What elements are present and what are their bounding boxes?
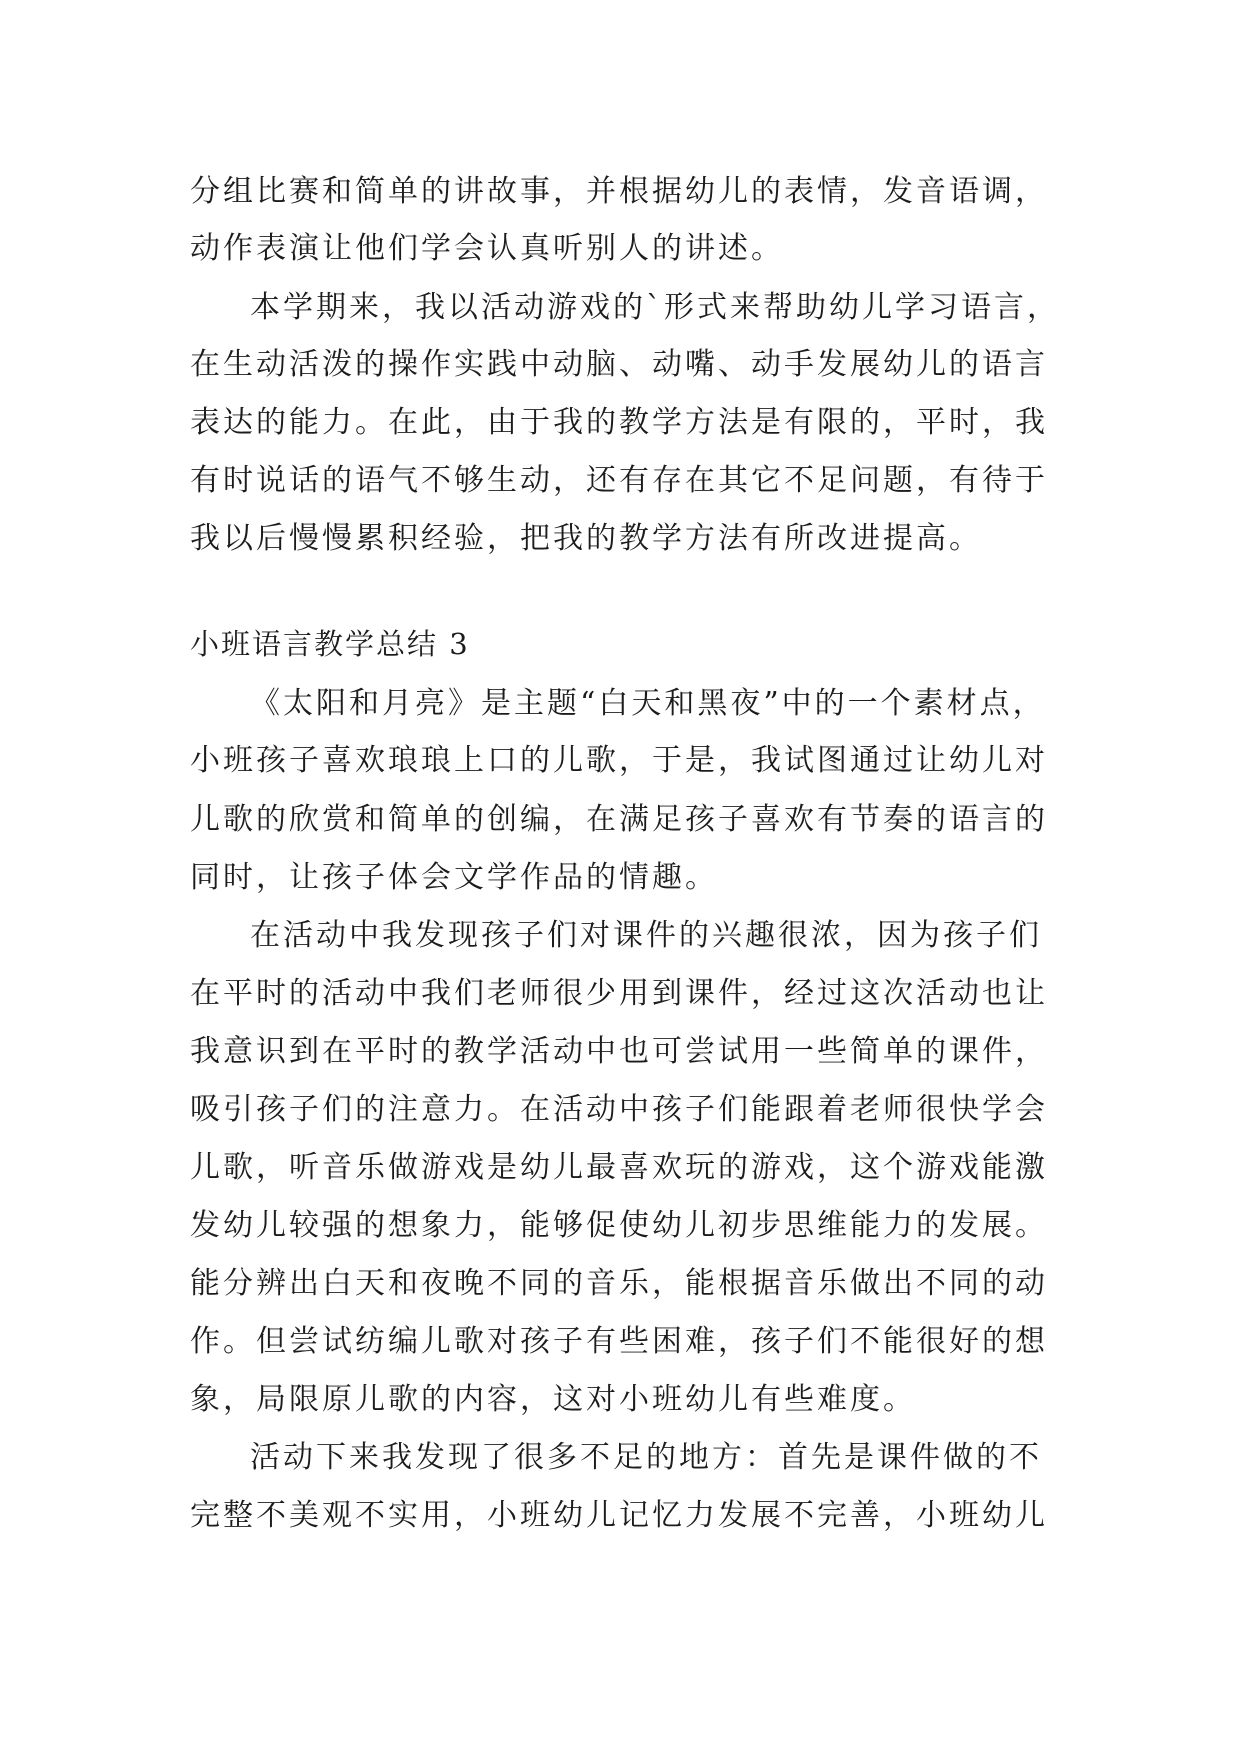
paragraph-line: 儿歌的欣赏和简单的创编，在满足孩子喜欢有节奏的语言的 — [190, 802, 1048, 837]
paragraph-line: 活动下来我发现了很多不足的地方：首先是课件做的不 — [250, 1440, 1042, 1475]
paragraph-line: 吸引孩子们的注意力。在活动中孩子们能跟着老师很快学会 — [190, 1092, 1048, 1127]
paragraph-line: 有时说话的语气不够生动，还有存在其它不足问题，有待于 — [190, 463, 1048, 498]
paragraph-line: 本学期来，我以活动游戏的`形式来帮助幼儿学习语言， — [250, 290, 1060, 325]
paragraph-line: 动作表演让他们学会认真听别人的讲述。 — [190, 231, 784, 266]
paragraph-line: 表达的能力。在此，由于我的教学方法是有限的，平时，我 — [190, 405, 1048, 440]
paragraph-line: 同时，让孩子体会文学作品的情趣。 — [190, 860, 718, 895]
paragraph-line: 发幼儿较强的想象力，能够促使幼儿初步思维能力的发展。 — [190, 1208, 1048, 1243]
paragraph-line: 儿歌，听音乐做游戏是幼儿最喜欢玩的游戏，这个游戏能激 — [190, 1150, 1048, 1185]
paragraph-line: 在生动活泼的操作实践中动脑、动嘴、动手发展幼儿的语言 — [190, 347, 1048, 382]
paragraph-line: 我以后慢慢累积经验，把我的教学方法有所改进提高。 — [190, 521, 982, 556]
paragraph-line: 我意识到在平时的教学活动中也可尝试用一些简单的课件， — [190, 1034, 1048, 1069]
section-heading: 小班语言教学总结 3 — [190, 627, 470, 661]
paragraph-line: 完整不美观不实用，小班幼儿记忆力发展不完善，小班幼儿 — [190, 1498, 1048, 1533]
paragraph-line: 《太阳和月亮》是主题“白天和黑夜”中的一个素材点， — [250, 686, 1046, 721]
paragraph-line: 能分辨出白天和夜晚不同的音乐，能根据音乐做出不同的动 — [190, 1266, 1048, 1301]
paragraph-line: 在活动中我发现孩子们对课件的兴趣很浓，因为孩子们 — [250, 918, 1042, 953]
paragraph-line: 分组比赛和简单的讲故事，并根据幼儿的表情，发音语调， — [190, 174, 1048, 209]
paragraph-line: 象，局限原儿歌的内容，这对小班幼儿有些难度。 — [190, 1382, 916, 1417]
paragraph-line: 在平时的活动中我们老师很少用到课件，经过这次活动也让 — [190, 976, 1048, 1011]
paragraph-line: 小班孩子喜欢琅琅上口的儿歌，于是，我试图通过让幼儿对 — [190, 743, 1048, 778]
paragraph-line: 作。但尝试纺编儿歌对孩子有些困难，孩子们不能很好的想 — [190, 1324, 1048, 1359]
